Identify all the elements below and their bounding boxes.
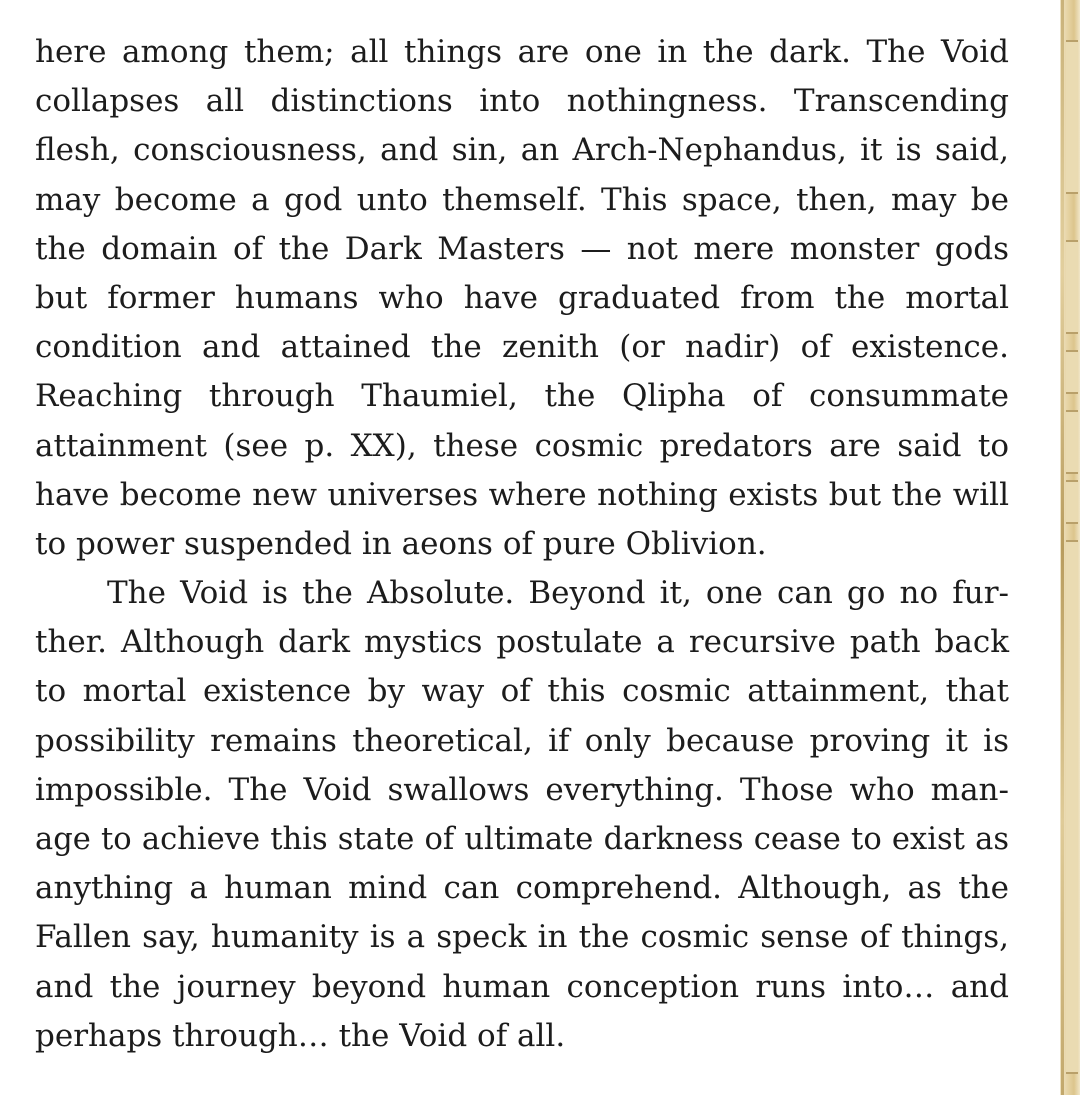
decorative-border-segment [1066, 540, 1078, 1074]
text-line: to power suspended in aeons of pure Oblivion. [35, 525, 767, 562]
text-line: age to achieve this state of ultimate darkness cease to exist as [35, 822, 1009, 857]
decorative-border-line [1061, 0, 1064, 1095]
text-line: flesh, consciousness, and sin, an Arch-Nephandus, it is said, [35, 132, 1009, 169]
paragraph-1 [35, 28, 1009, 569]
text-line: possibility remains theoretical, if only because proving it is [35, 722, 1009, 759]
text-line: The Void is the Absolute. Beyond it, one can go no fur- [107, 575, 1009, 612]
paragraph-2 [35, 569, 1009, 1061]
body-text [35, 28, 1009, 1061]
text-line: condition and attained the zenith (or nadir) of existence. [35, 329, 1009, 366]
text-line: Fallen say, humanity is a speck in the cosmic sense of things, [35, 919, 1009, 956]
text-line: to mortal existence by way of this cosmic attainment, that [35, 673, 1009, 710]
text-line: have become new universes where nothing exists but the will [35, 476, 1009, 513]
text-line: but former humans who have graduated from the mortal [35, 279, 1009, 316]
text-line: the domain of the Dark Masters — not mere monster gods [35, 230, 1009, 267]
decorative-border-segment [1066, 240, 1078, 334]
text-line: impossible. The Void swallows everything. Those who man- [35, 771, 1009, 808]
decorative-border-segment [1066, 480, 1078, 524]
text-line: may become a god unto themself. This space, then, may be [35, 181, 1009, 218]
text-line: anything a human mind can comprehend. Although, as the [35, 870, 1009, 907]
text-line: collapses all distinctions into nothingness. Transcending [35, 83, 1009, 120]
text-line: attainment (see p. XX), these cosmic predators are said to [35, 427, 1009, 464]
decorative-border-segment [1066, 410, 1078, 474]
text-line: perhaps through… the Void of all. [35, 1017, 566, 1054]
text-line: Reaching through Thaumiel, the Qlipha of consummate [35, 378, 1009, 415]
text-line: ther. Although dark mystics postulate a recursive path back [35, 624, 1009, 661]
text-line: here among them; all things are one in the dark. The Void [35, 34, 1009, 70]
decorative-border-segment [1066, 350, 1078, 394]
text-line: and the journey beyond human conception runs into… and [35, 968, 1009, 1005]
decorative-border-segment [1066, 40, 1078, 194]
